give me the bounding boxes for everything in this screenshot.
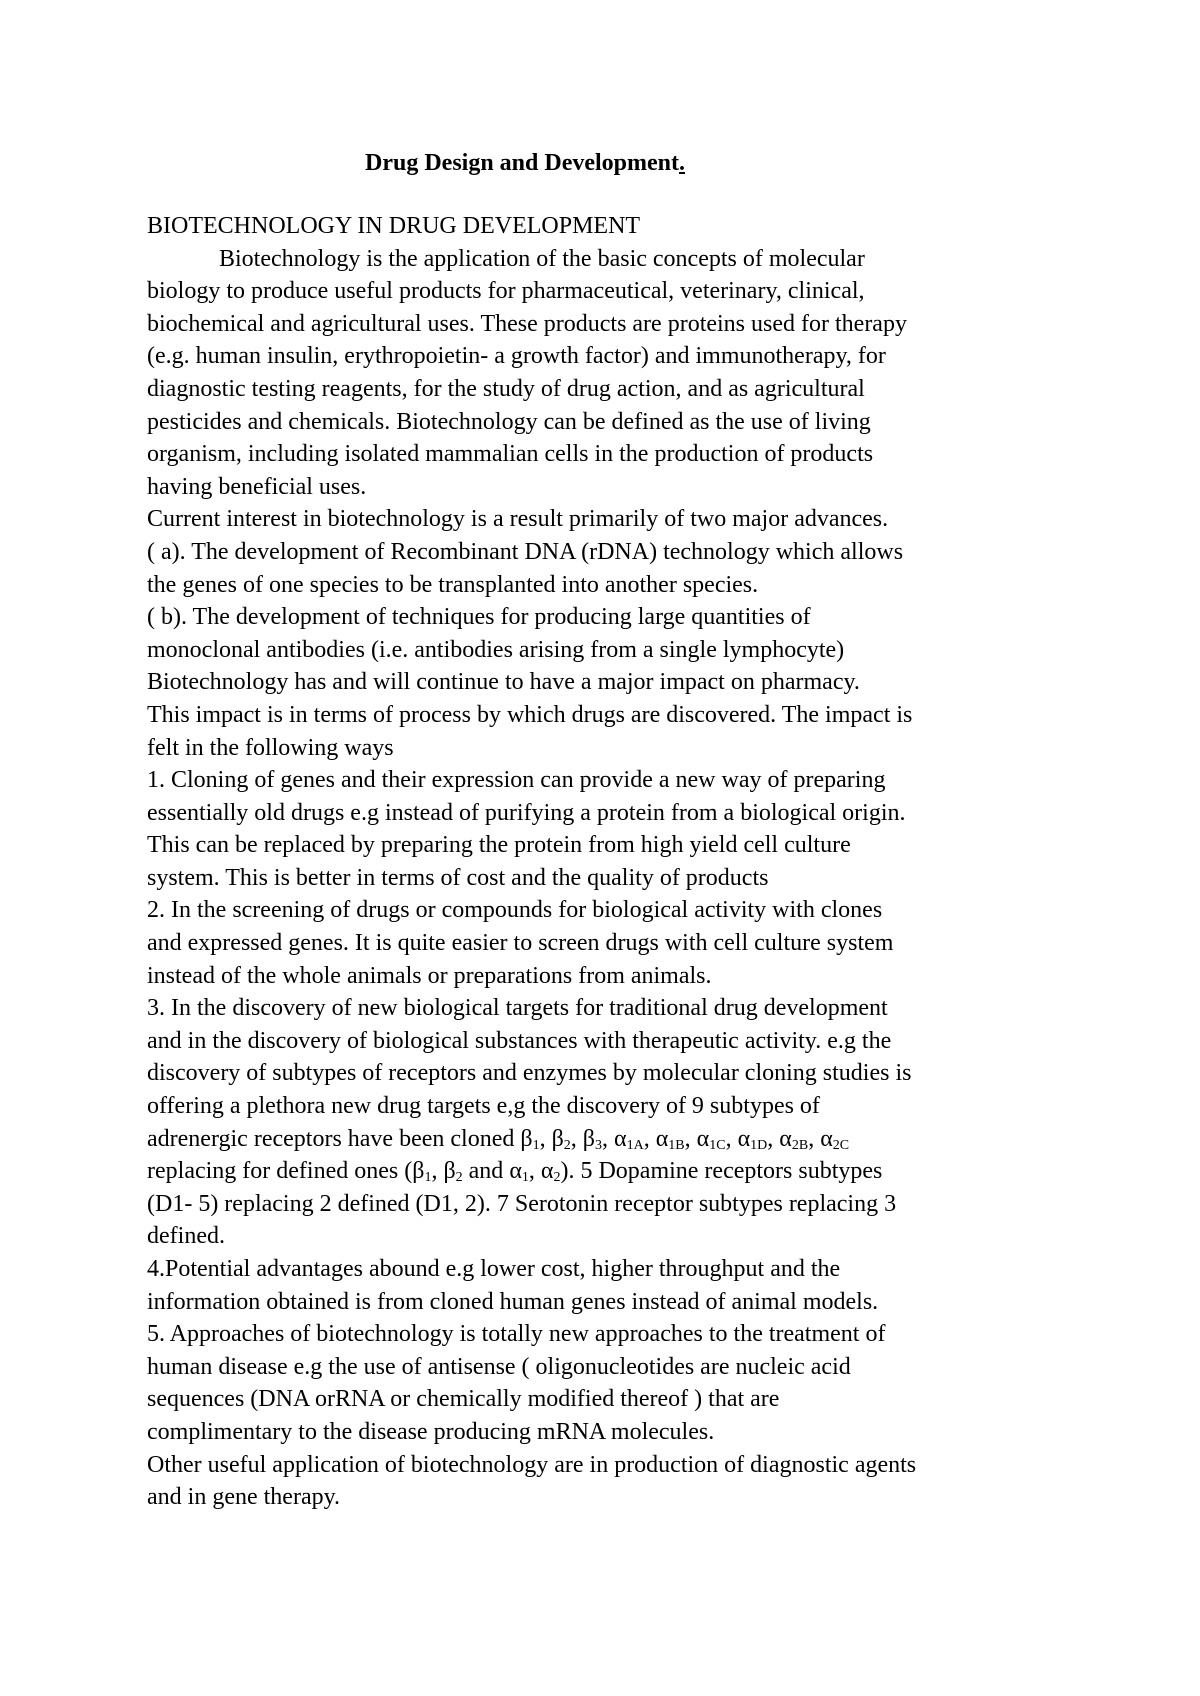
separator: , (570, 1125, 583, 1152)
replacing-post: ). 5 Dopamine receptors subtypes (560, 1158, 883, 1185)
subscript: 3 (595, 1137, 603, 1153)
body-line: This can be replaced by preparing the protein from high yield cell culture (147, 832, 851, 859)
symbol-alpha: α (737, 1125, 751, 1152)
separator: , (602, 1125, 615, 1152)
symbol-alpha: α (820, 1125, 833, 1152)
subscript: 1 (532, 1137, 540, 1153)
body-line: information obtained is from cloned human genes instead of animal models. (147, 1288, 879, 1315)
body-line: essentially old drugs e.g instead of purifying a protein from a biological origin. (147, 799, 906, 826)
body-line: Other useful application of biotechnology are in production of diagnostic agents (147, 1451, 917, 1478)
document-page (147, 147, 1087, 1514)
body-line: This impact is in terms of process by which drugs are discovered. The impact is (147, 701, 913, 728)
body-line: pesticides and chemicals. Biotechnology can be defined as the use of living (147, 408, 871, 435)
document-title (365, 147, 1087, 179)
body-line: (e.g. human insulin, erythropoietin- a growth factor) and immunotherapy, for (147, 343, 886, 370)
separator: , (684, 1125, 697, 1152)
body-line: instead of the whole animals or preparations from animals. (147, 962, 712, 989)
separator: , (431, 1158, 444, 1185)
body-line: monoclonal antibodies (i.e. antibodies arising from a single lymphocyte) (147, 636, 845, 663)
separator: , (767, 1125, 780, 1152)
body-line: Biotechnology has and will continue to have a major impact on pharmacy. (147, 669, 860, 696)
symbol-beta: β (412, 1158, 425, 1185)
body-line: ( b). The development of techniques for producing large quantities of (147, 604, 811, 631)
body-line: organism, including isolated mammalian cells in the production of products (147, 441, 874, 468)
separator: , (528, 1158, 541, 1185)
body-line: 3. In the discovery of new biological targets for traditional drug development (147, 995, 888, 1022)
body-line: sequences (DNA orRNA or chemically modified thereof ) that are (147, 1386, 780, 1413)
subscript: 2 (455, 1170, 463, 1186)
separator: , (539, 1125, 552, 1152)
body-line: Biotechnology is the application of the basic concepts of molecular (219, 245, 865, 272)
symbol-alpha: α (655, 1125, 669, 1152)
symbol-alpha: α (614, 1125, 627, 1152)
body-line: and in the discovery of biological substances with therapeutic activity. e.g the (147, 1027, 892, 1054)
receptor-list (520, 1126, 849, 1152)
body-line: 4.Potential advantages abound e.g lower cost, higher throughput and the (147, 1256, 841, 1282)
subscript: 2 (563, 1137, 571, 1153)
body-line: complimentary to the disease producing mRNA molecules. (147, 1418, 715, 1445)
symbol-beta: β (520, 1125, 533, 1152)
body-line: (D1- 5) replacing 2 defined (D1, 2). 7 Serotonin receptor subtypes replacing 3 (147, 1190, 897, 1217)
body-line: having beneficial uses. (147, 473, 367, 500)
body-line: human disease e.g the use of antisense ( oligonucleotides are nucleic acid (147, 1353, 851, 1380)
separator: and (462, 1158, 510, 1185)
symbol-alpha: α (779, 1125, 792, 1152)
replacing-pre: replacing for defined ones ( (147, 1158, 413, 1185)
subscript: 2B (791, 1137, 809, 1153)
body-line: biology to produce useful products for pharmaceutical, veterinary, clinical, (147, 278, 865, 305)
symbol-alpha: α (540, 1158, 554, 1185)
body-line: system. This is better in terms of cost and the quality of products (147, 864, 769, 891)
body-line: offering a plethora new drug targets e,g the discovery of 9 subtypes of (147, 1093, 820, 1120)
title-dot: . (679, 150, 686, 176)
separator: , (643, 1125, 656, 1152)
body-line: 2. In the screening of drugs or compounds for biological activity with clones (147, 897, 883, 924)
separator: , (808, 1125, 821, 1152)
body-line: Current interest in biotechnology is a result primarily of two major advances. (147, 506, 889, 533)
symbol-alpha: α (696, 1125, 710, 1152)
body-line: ( a). The development of Recombinant DNA (rDNA) technology which allows (147, 538, 904, 565)
section-heading: BIOTECHNOLOGY IN DRUG DEVELOPMENT (147, 213, 641, 239)
replacing-line (147, 1155, 1087, 1188)
body-line: and in gene therapy. (147, 1484, 341, 1511)
receptor-line-text: adrenergic receptors have been cloned (147, 1125, 521, 1152)
subscript: 1D (750, 1137, 768, 1153)
body-line: felt in the following ways (147, 734, 394, 761)
symbol-beta: β (582, 1125, 596, 1152)
symbol-beta: β (551, 1125, 564, 1152)
body-line: the genes of one species to be transplanted into another species. (147, 571, 759, 598)
body-line: 5. Approaches of biotechnology is totally new approaches to the treatment of (147, 1321, 886, 1348)
subscript: 1A (626, 1137, 644, 1153)
body-line: diagnostic testing reagents, for the study of drug action, and as agricultural (147, 375, 865, 402)
body-line: 1. Cloning of genes and their expression can provide a new way of preparing (147, 767, 886, 794)
separator: , (725, 1125, 738, 1152)
symbol-alpha: α (509, 1158, 522, 1185)
body-line: and expressed genes. It is quite easier to screen drugs with cell culture system (147, 930, 894, 957)
title-text: Drug Design and Development (365, 150, 680, 176)
symbol-beta: β (443, 1158, 456, 1185)
receptor-line (147, 1123, 1087, 1156)
subscript: 1B (668, 1137, 685, 1153)
subscript: 1 (424, 1170, 432, 1186)
body-line: discovery of subtypes of receptors and enzymes by molecular cloning studies is (147, 1060, 912, 1087)
subscript: 1 (521, 1170, 529, 1186)
subscript: 2 (553, 1170, 561, 1186)
body-line: defined. (147, 1223, 225, 1250)
body-line: biochemical and agricultural uses. These products are proteins used for therapy (147, 310, 907, 337)
subscript: 2C (832, 1137, 850, 1153)
subscript: 1C (709, 1137, 726, 1153)
